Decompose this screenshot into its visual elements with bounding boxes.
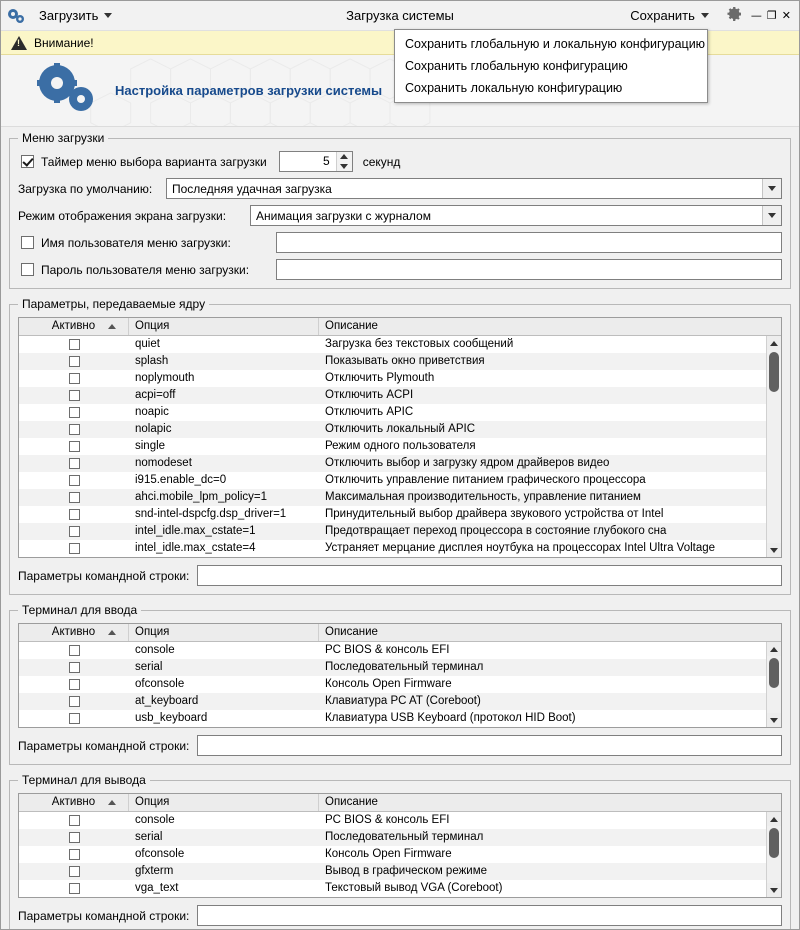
chevron-down-icon	[104, 13, 112, 18]
sort-ascending-icon	[108, 324, 116, 329]
username-row	[18, 232, 782, 253]
chevron-down-icon[interactable]	[762, 206, 781, 225]
table-body	[19, 336, 781, 557]
kernel-params-table	[18, 317, 782, 558]
input-terminal-cmdline-label: Параметры командной строки:	[18, 738, 190, 753]
column-header-description[interactable]: Описание	[325, 796, 378, 808]
scroll-down-icon[interactable]	[767, 543, 781, 557]
username-label: Имя пользователя меню загрузки:	[41, 235, 231, 250]
input-terminal-cmdline-input[interactable]	[197, 735, 782, 756]
timer-units: секунд	[362, 154, 401, 169]
maximize-button[interactable]: ❐	[766, 8, 777, 22]
menu-item-save-global-local[interactable]: Сохранить глобальную и локальную конфигурацию	[405, 37, 706, 51]
warning-triangle-icon	[11, 36, 27, 50]
scroll-thumb[interactable]	[769, 352, 779, 392]
scroll-down-icon[interactable]	[767, 883, 781, 897]
column-header-option[interactable]: Опция	[129, 318, 319, 335]
column-header-active[interactable]: Активно	[19, 794, 129, 811]
output-terminal-group	[9, 773, 791, 929]
table-header	[19, 318, 781, 336]
boot-menu-group	[9, 131, 791, 289]
load-menu-label: Загрузить	[39, 8, 99, 23]
row-checkbox[interactable]	[69, 815, 80, 826]
input-terminal-group	[9, 603, 791, 765]
boot-menu-legend: Меню загрузки	[22, 131, 105, 145]
default-boot-value: Последняя удачная загрузка	[172, 181, 332, 196]
chevron-down-icon	[701, 13, 709, 18]
load-menu-button[interactable]	[33, 5, 118, 26]
default-boot-label: Загрузка по умолчанию:	[18, 181, 153, 196]
menu-item-save-global[interactable]: Сохранить глобальную конфигурацию	[405, 59, 628, 73]
row-checkbox[interactable]	[69, 458, 80, 469]
menu-item-save-local[interactable]: Сохранить локальную конфигурацию	[405, 81, 623, 95]
table-row[interactable]: nolapic Отключить локальный APIC	[19, 421, 781, 438]
table-header	[19, 794, 781, 812]
row-checkbox[interactable]	[69, 662, 80, 673]
table-row[interactable]: usb_keyboard Клавиатура USB Keyboard (протокол HID Boot)	[19, 710, 781, 727]
scroll-track[interactable]	[767, 826, 781, 883]
stepper-up-icon[interactable]	[337, 152, 352, 162]
vertical-scrollbar[interactable]	[766, 642, 781, 727]
row-checkbox[interactable]	[69, 543, 80, 554]
warning-text: Внимание!	[34, 35, 94, 50]
column-header-active[interactable]: Активно	[19, 624, 129, 641]
column-header-option[interactable]: Опция	[129, 794, 319, 811]
table-row[interactable]: vga_text Текстовый вывод VGA (Coreboot)	[19, 880, 781, 897]
row-checkbox[interactable]	[69, 526, 80, 537]
table-row[interactable]: ahci.mobile_lpm_policy=1 Максимальная производительность, управление питанием	[19, 489, 781, 506]
row-checkbox[interactable]	[69, 849, 80, 860]
scroll-thumb[interactable]	[769, 658, 779, 688]
table-row[interactable]: intel_idle.max_cstate=4 Устраняет мерцание дисплея ноутбука на процессорах Intel Ultra Voltage	[19, 540, 781, 557]
row-checkbox[interactable]	[69, 696, 80, 707]
vertical-scrollbar[interactable]	[766, 336, 781, 557]
table-row[interactable]: noplymouth Отключить Plymouth	[19, 370, 781, 387]
close-button[interactable]: ✕	[781, 8, 791, 22]
table-row[interactable]: intel_idle.max_cstate=1 Предотвращает переход процессора в состояние глубокого сна	[19, 523, 781, 540]
sort-ascending-icon	[108, 630, 116, 635]
username-checkbox[interactable]	[21, 236, 34, 249]
output-terminal-cmdline-row	[18, 905, 782, 926]
table-row[interactable]: serial Последовательный терминал	[19, 659, 781, 676]
row-checkbox[interactable]	[69, 832, 80, 843]
scroll-track[interactable]	[767, 656, 781, 713]
splash-mode-select[interactable]	[250, 205, 782, 226]
column-header-active[interactable]: Активно	[19, 318, 129, 335]
stepper-arrows[interactable]	[336, 152, 352, 171]
row-checkbox[interactable]	[69, 645, 80, 656]
splash-mode-label: Режим отображения экрана загрузки:	[18, 208, 227, 223]
output-terminal-cmdline-input[interactable]	[197, 905, 782, 926]
timer-label: Таймер меню выбора варианта загрузки	[41, 154, 267, 169]
row-checkbox[interactable]	[69, 713, 80, 724]
table-body	[19, 642, 781, 727]
password-checkbox[interactable]	[21, 263, 34, 276]
kernel-params-group	[9, 297, 791, 595]
table-row[interactable]: ofconsole Консоль Open Firmware	[19, 846, 781, 863]
window-title: Загрузка системы	[346, 8, 454, 23]
row-checkbox[interactable]	[69, 475, 80, 486]
timer-value: 5	[323, 154, 330, 168]
input-terminal-table	[18, 623, 782, 728]
table-row[interactable]: gfxterm Вывод в графическом режиме	[19, 863, 781, 880]
splash-mode-value: Анимация загрузки с журналом	[256, 208, 431, 223]
table-row[interactable]: ofconsole Консоль Open Firmware	[19, 676, 781, 693]
table-row[interactable]: i915.enable_dc=0 Отключить управление питанием графического процессора	[19, 472, 781, 489]
output-terminal-legend: Терминал для вывода	[22, 773, 146, 787]
app-gear-icon	[5, 5, 27, 27]
password-input[interactable]	[276, 259, 782, 280]
row-checkbox[interactable]	[69, 356, 80, 367]
row-checkbox[interactable]	[69, 373, 80, 384]
table-body	[19, 812, 781, 897]
scroll-track[interactable]	[767, 350, 781, 543]
row-checkbox[interactable]	[69, 339, 80, 350]
table-header	[19, 624, 781, 642]
default-boot-row	[18, 178, 782, 199]
row-checkbox[interactable]	[69, 441, 80, 452]
save-dropdown-menu	[394, 29, 708, 103]
table-row[interactable]: single Режим одного пользователя	[19, 438, 781, 455]
vertical-scrollbar[interactable]	[766, 812, 781, 897]
table-row[interactable]: nomodeset Отключить выбор и загрузку ядром драйверов видео	[19, 455, 781, 472]
banner-title: Настройка параметров загрузки системы	[115, 83, 383, 98]
table-row[interactable]: snd-intel-dspcfg.dsp_driver=1 Принудительный выбор драйвера звукового устройства от Intel	[19, 506, 781, 523]
column-header-description[interactable]: Описание	[325, 626, 378, 638]
kernel-cmdline-label: Параметры командной строки:	[18, 568, 190, 583]
table-row[interactable]: serial Последовательный терминал	[19, 829, 781, 846]
row-checkbox[interactable]	[69, 424, 80, 435]
table-row[interactable]: console PC BIOS & консоль EFI	[19, 812, 781, 829]
kernel-cmdline-row	[18, 565, 782, 586]
table-row[interactable]: acpi=off Отключить ACPI	[19, 387, 781, 404]
column-header-description[interactable]: Описание	[325, 320, 378, 332]
output-terminal-table	[18, 793, 782, 898]
row-checkbox[interactable]	[69, 866, 80, 877]
banner-gears-icon	[31, 63, 97, 118]
password-label: Пароль пользователя меню загрузки:	[41, 262, 250, 277]
timer-stepper[interactable]	[279, 151, 353, 172]
title-bar	[1, 1, 799, 31]
save-menu-label: Сохранить	[630, 8, 695, 23]
output-terminal-cmdline-label: Параметры командной строки:	[18, 908, 190, 923]
scroll-down-icon[interactable]	[767, 713, 781, 727]
save-menu-button[interactable]	[624, 5, 715, 26]
settings-gear-icon[interactable]	[723, 4, 743, 27]
default-boot-select[interactable]	[166, 178, 782, 199]
splash-mode-row	[18, 205, 782, 226]
sort-ascending-icon	[108, 800, 116, 805]
content-area	[1, 127, 799, 929]
table-row[interactable]: quiet Загрузка без текстовых сообщений	[19, 336, 781, 353]
scroll-up-icon[interactable]	[767, 642, 781, 656]
row-checkbox[interactable]	[69, 390, 80, 401]
column-header-option[interactable]: Опция	[129, 624, 319, 641]
scroll-up-icon[interactable]	[767, 812, 781, 826]
table-row[interactable]: at_keyboard Клавиатура PC AT (Coreboot)	[19, 693, 781, 710]
timer-checkbox[interactable]	[21, 155, 34, 168]
scroll-thumb[interactable]	[769, 828, 779, 858]
row-checkbox[interactable]	[69, 492, 80, 503]
username-input[interactable]	[276, 232, 782, 253]
scroll-up-icon[interactable]	[767, 336, 781, 350]
row-checkbox[interactable]	[69, 679, 80, 690]
password-row	[18, 259, 782, 280]
input-terminal-legend: Терминал для ввода	[22, 603, 138, 617]
row-checkbox[interactable]	[69, 509, 80, 520]
kernel-params-legend: Параметры, передаваемые ядру	[22, 297, 206, 311]
minimize-button[interactable]: —	[750, 8, 762, 22]
input-terminal-cmdline-row	[18, 735, 782, 756]
kernel-cmdline-input[interactable]	[197, 565, 782, 586]
stepper-down-icon[interactable]	[337, 162, 352, 172]
row-checkbox[interactable]	[69, 407, 80, 418]
timer-row	[18, 151, 782, 172]
table-row[interactable]: splash Показывать окно приветствия	[19, 353, 781, 370]
row-checkbox[interactable]	[69, 883, 80, 894]
chevron-down-icon[interactable]	[762, 179, 781, 198]
table-row[interactable]: console PC BIOS & консоль EFI	[19, 642, 781, 659]
table-row[interactable]: noapic Отключить APIC	[19, 404, 781, 421]
